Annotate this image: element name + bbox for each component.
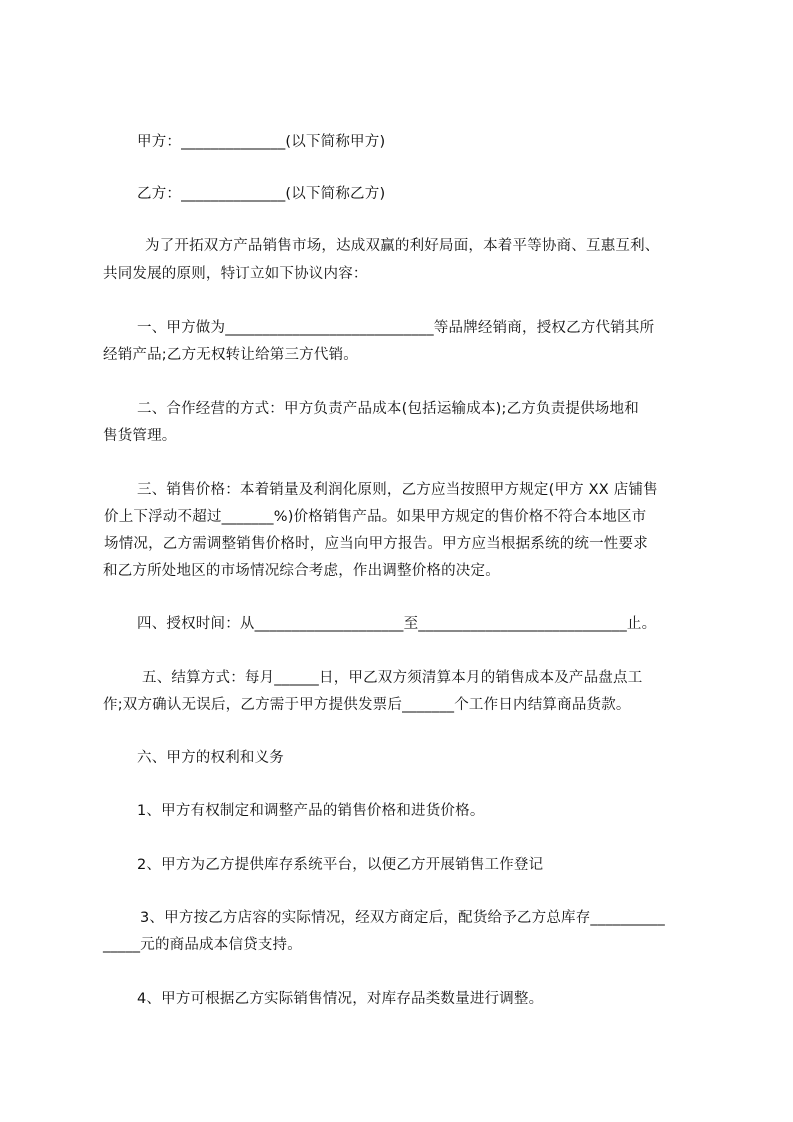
clause-6-item-1: 1、甲方有权制定和调整产品的销售价格和进货价格。 [137, 803, 485, 819]
clause-2-line-1: 二、合作经营的方式：甲方负责产品成本(包括运输成本);乙方负责提供场地和 [137, 401, 639, 417]
party-b-line: 乙方：______________(以下简称乙方) [137, 186, 386, 202]
clause-6-item-2: 2、甲方为乙方提供库存系统平台，以便乙方开展销售工作登记 [137, 857, 544, 873]
clause-4-line-1: 四、授权时间：从____________________至____________________________止。 [137, 616, 657, 632]
clause-5-line-2: 作;双方确认无误后，乙方需于甲方提供发票后_______个工作日内结算商品货款。 [103, 697, 631, 713]
clause-3-line-1: 三、销售价格：本着销量及利润化原则，乙方应当按照甲方规定(甲方 XX 店铺售 [137, 482, 658, 498]
clause-2-line-2: 售货管理。 [103, 428, 177, 444]
clause-3-line-2: 价上下浮动不超过_______%)价格销售产品。如果甲方规定的售价格不符合本地区市 [104, 509, 647, 525]
intro-line-1: 为了开拓双方产品销售市场，达成双赢的利好局面，本着平等协商、互惠互利、 [145, 238, 660, 254]
clause-6-item-4: 4、甲方可根据乙方实际销售情况，对库存品类数量进行调整。 [137, 991, 544, 1007]
intro-line-2: 共同发展的原则，特订立如下协议内容： [103, 266, 368, 282]
clause-1-line-2: 经销产品;乙方无权转让给第三方代销。 [103, 347, 358, 363]
clause-6-item-3-line-1: 3、甲方按乙方店容的实际情况，经双方商定后，配货给予乙方总库存__________ [140, 910, 665, 926]
clause-3-line-4: 和乙方所处地区的市场情况综合考虑，作出调整价格的决定。 [103, 563, 500, 579]
clause-3-line-3: 场情况，乙方需调整销售价格时，应当向甲方报告。甲方应当根据系统的统一性要求 [104, 536, 648, 552]
clause-6-item-3-line-2: _____元的商品成本信贷支持。 [103, 937, 302, 953]
clause-5-line-1: 五、结算方式：每月______日，甲乙双方须清算本月的销售成本及产品盘点工 [142, 670, 643, 686]
party-a-line: 甲方：______________(以下简称甲方) [137, 134, 386, 150]
clause-1-line-1: 一、甲方做为____________________________等品牌经销商，授权乙方代销其所 [137, 320, 655, 336]
clause-6-title: 六、甲方的权利和义务 [137, 750, 284, 766]
